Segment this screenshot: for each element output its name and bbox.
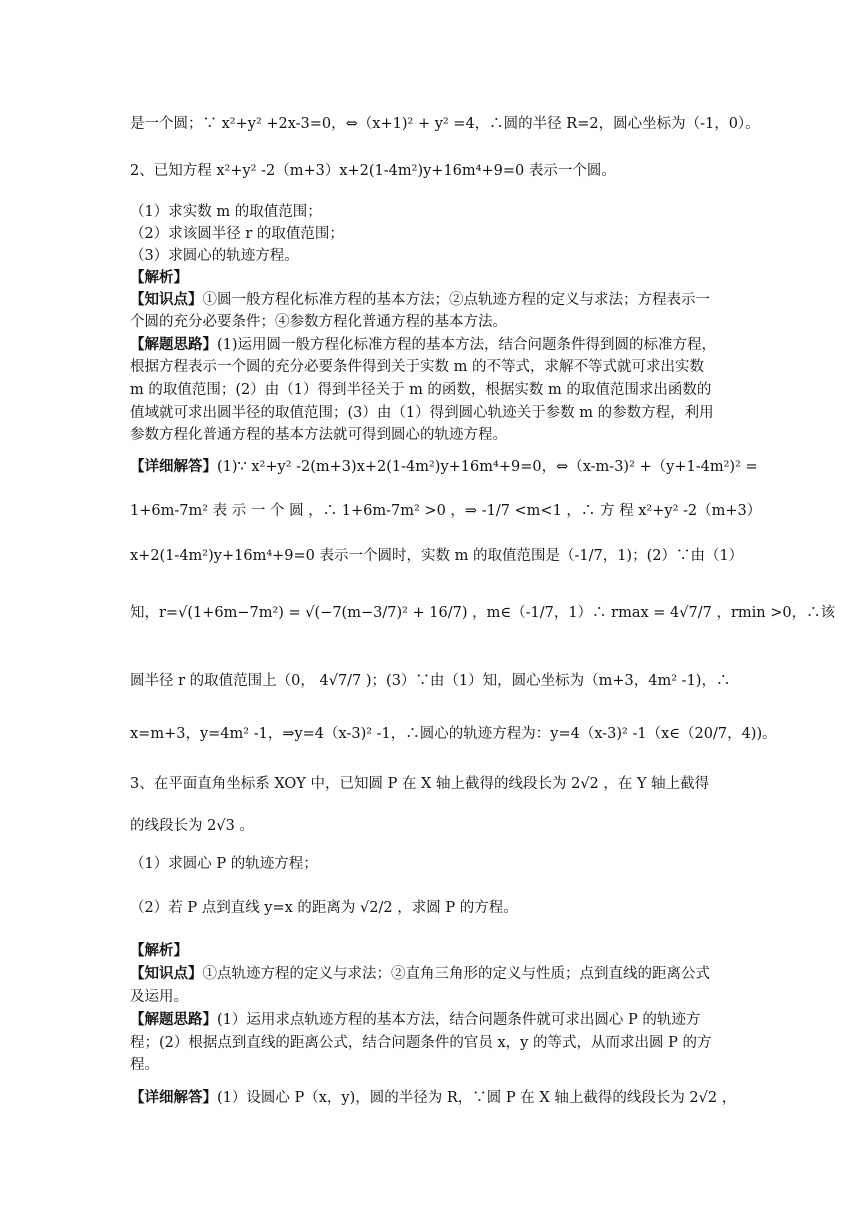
text-line: 及运用。 [130,989,188,1005]
label: 【详细解答】 [130,458,217,475]
question-item: （2）若 P 点到直线 y=x 的距离为 √2/2 ，求圆 P 的方程。 [130,900,518,916]
text-line: 1+6m-7m² 表 示 一 个 圆 ，∴ 1+6m-7m² >0 ，⇒ -1/7 <m<1 ，∴ 方 程 x²+y² -2（m+3） [130,503,762,519]
text-line: 个圆的充分必要条件；④参数方程化普通方程的基本方法。 [130,314,507,330]
text-line: 圆半径 r 的取值范围上（0， 4√7/7 )；(3）∵由（1）知，圆心坐标为（m+3，4m² -1)，∴ [130,673,731,689]
text-line: 参数方程化普通方程的基本方法就可得到圆心的轨迹方程。 [130,427,507,443]
section-heading: 【解析】 [130,269,188,286]
text-line: x=m+3，y=4m² -1，⇒y=4（x-3)² -1，∴圆心的轨迹方程为：y=4（x-3)² -1（x∈（20/7，4))。 [130,726,777,742]
approach-line: 【解题思路】(1)运用圆一般方程化标准方程的基本方法，结合问题条件得到圆的标准方程， [130,336,717,353]
question-item: （3）求圆心的轨迹方程。 [130,248,299,264]
text-line: x+2(1-4m²)y+16m⁴+9=0 表示一个圆时，实数 m 的取值范围是（-1/7，1)；(2）∵由（1） [130,548,744,564]
label: 【知识点】 [130,965,203,982]
solution-line: 【详细解答】(1）设圆心 P（x，y)，圆的半径为 R，∵圆 P 在 X 轴上截得的线段长为 2√2 ， [130,1089,737,1106]
label: 【知识点】 [130,291,203,308]
text-line: 程。 [130,1057,159,1073]
question-item: （2）求该圆半径 r 的取值范围； [130,226,344,242]
solution-line: 【详细解答】(1)∵ x²+y² -2(m+3)x+2(1-4m²)y+16m⁴+9=0，⇔（x-m-3)² +（y+1-4m²)² = [130,458,758,475]
knowledge-point-line: 【知识点】①点轨迹方程的定义与求法；②直角三角形的定义与性质；点到直线的距离公式 [130,965,710,982]
question-2-title: 2、已知方程 x²+y² -2（m+3）x+2(1-4m²)y+16m⁴+9=0 表示一个圆。 [130,163,616,179]
text-line: 是一个圆；∵ x²+y² +2x-3=0，⇔（x+1)² + y² =4，∴圆的半径 R=2，圆心坐标为（-1，0）。 [130,116,760,132]
text-line: 知，r=√(1+6m−7m²) = √(−7(m−3/7)² + 16/7) ，m∈（-1/7，1）∴ rmax = 4√7/7 ，rmin >0，∴该 [130,605,836,621]
text-line: m 的取值范围；(2）由（1）得到半径关于 m 的函数，根据实数 m 的取值范围求出函数的 [130,382,712,398]
knowledge-point-line: 【知识点】①圆一般方程化标准方程的基本方法；②点轨迹方程的定义与求法；方程表示一 [130,291,710,308]
text-line: 的线段长为 2√3 。 [130,818,254,834]
question-item: （1）求实数 m 的取值范围； [130,204,322,220]
question-item: （1）求圆心 P 的轨迹方程； [130,856,318,872]
text-line: 值域就可求出圆半径的取值范围；(3）由（1）得到圆心轨迹关于参数 m 的参数方程，利用 [130,405,714,421]
text-line: 根据方程表示一个圆的充分必要条件得到关于实数 m 的不等式，求解不等式就可求出实数 [130,359,704,375]
approach-line: 【解题思路】(1）运用求点轨迹方程的基本方法，结合问题条件就可求出圆心 P 的轨迹方 [130,1011,701,1028]
question-3-title: 3、在平面直角坐标系 XOY 中，已知圆 P 在 X 轴上截得的线段长为 2√2 ，在 Y 轴上截得 [130,776,710,792]
label: 【解题思路】 [130,1011,217,1028]
section-heading: 【解析】 [130,942,188,959]
label: 【解题思路】 [130,336,217,353]
text-line: 程；(2）根据点到直线的距离公式，结合问题条件的官员 x，y 的等式，从而求出圆 P 的方 [130,1035,712,1051]
label: 【详细解答】 [130,1089,217,1106]
